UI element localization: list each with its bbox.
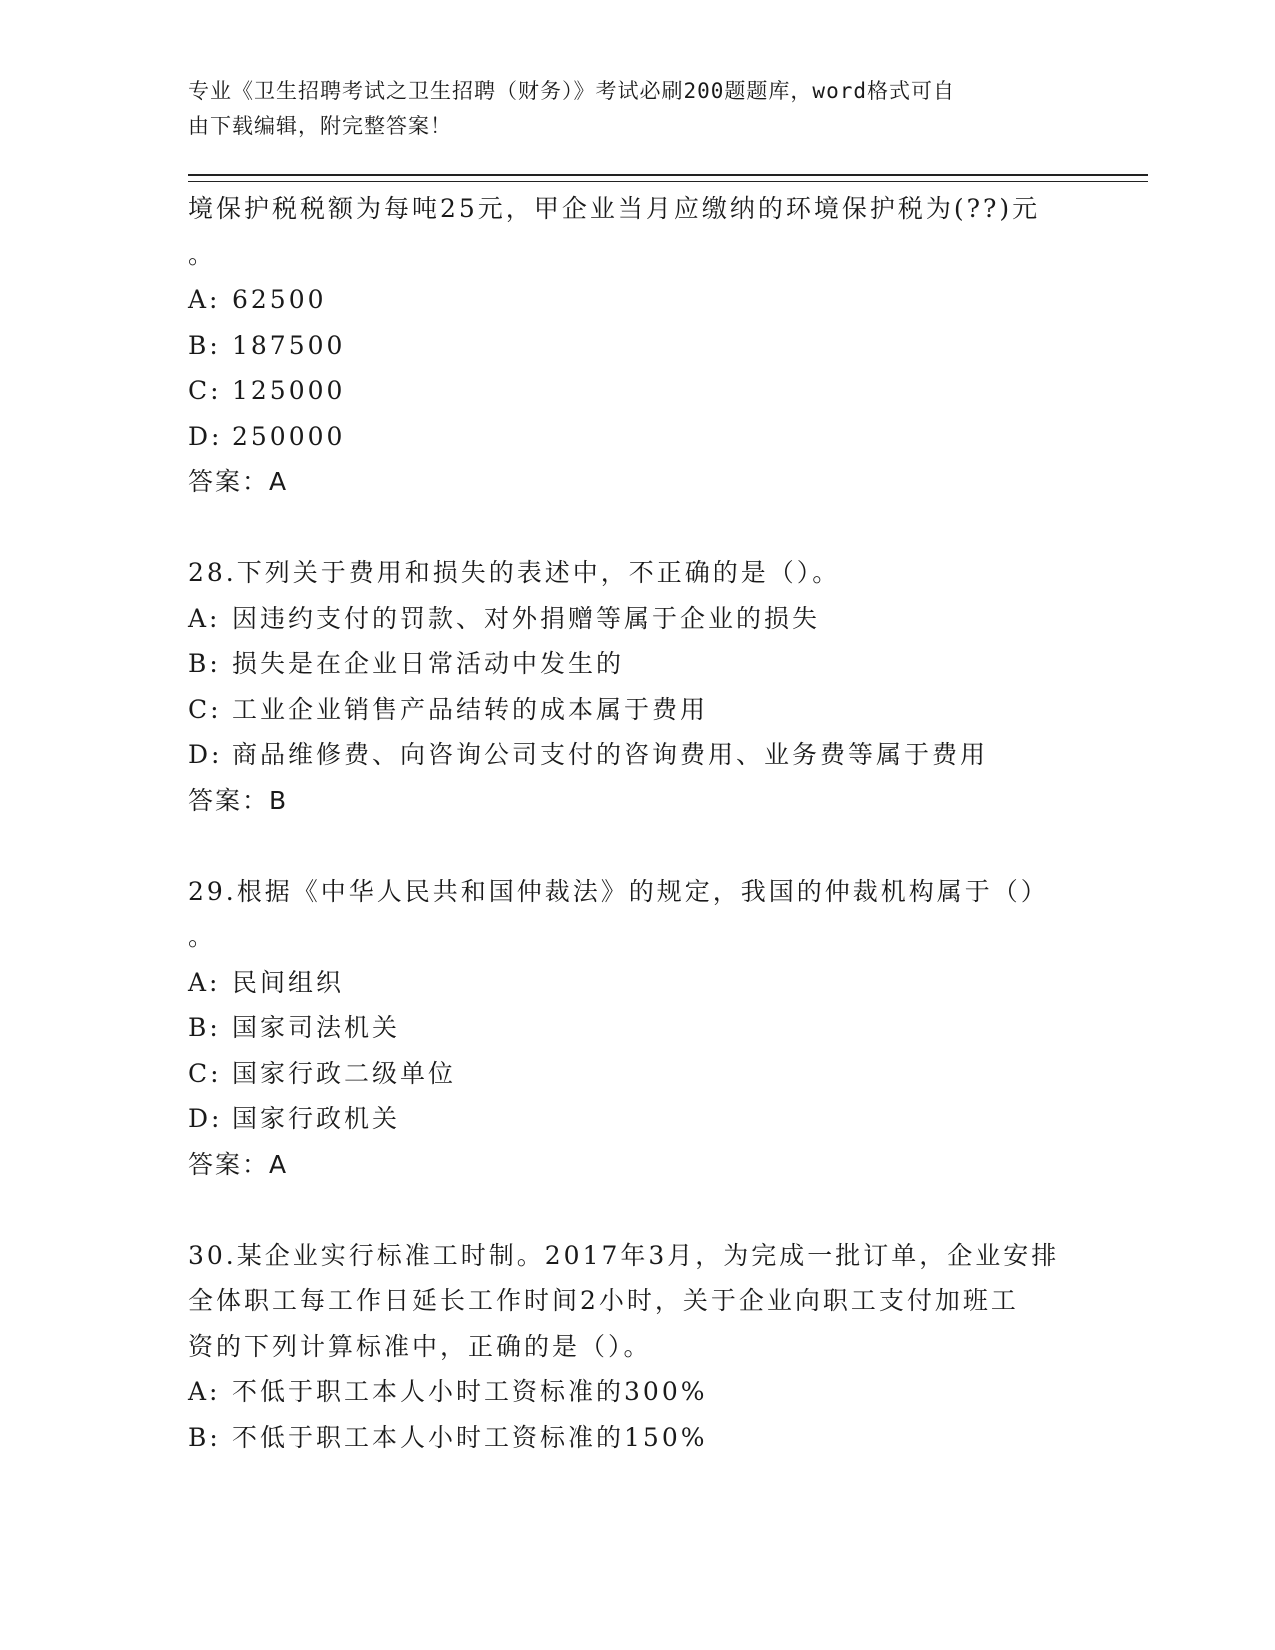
option-b (188, 641, 1088, 687)
spacer (188, 823, 1088, 869)
question-29 (188, 869, 1088, 1188)
header-line-1: 专业《卫生招聘考试之卫生招聘（财务）》考试必刷200题题库，word格式可自 (188, 79, 955, 103)
option-text: 民间组织 (232, 967, 345, 997)
option-key: A: (188, 285, 221, 314)
option-c (188, 1051, 1088, 1097)
option-text: 不低于职工本人小时工资标准的300% (232, 1377, 708, 1406)
option-text: 250000 (232, 421, 346, 451)
question-stem: 29.根据《中华人民共和国仲裁法》的规定，我国的仲裁机构属于（） (188, 876, 1049, 906)
question-stem: 境保护税税额为每吨25元，甲企业当月应缴纳的环境保护税为(??)元 (188, 194, 1041, 223)
question-list (188, 186, 1088, 1460)
option-b (188, 1415, 1088, 1461)
option-text: 125000 (232, 376, 346, 405)
question-stem-cont: 。 (188, 922, 217, 951)
header-rule-thin (188, 181, 1148, 182)
option-key: A: (188, 967, 221, 997)
header-rule-thick (188, 174, 1148, 176)
option-b (188, 1005, 1088, 1051)
option-c (188, 687, 1088, 733)
option-text: 不低于职工本人小时工资标准的150% (232, 1422, 708, 1452)
option-d (188, 414, 1088, 460)
option-key: B: (188, 649, 221, 678)
option-key: C: (188, 694, 222, 724)
question-stem-cont: 全体职工每工作日延长工作时间2小时，关于企业向职工支付加班工 (188, 1286, 1019, 1315)
option-a (188, 596, 1088, 642)
option-c (188, 368, 1088, 414)
option-key: B: (188, 330, 221, 360)
question-28 (188, 550, 1088, 823)
option-a (188, 960, 1088, 1006)
option-text: 工业企业销售产品结转的成本属于费用 (232, 694, 709, 724)
option-text: 商品维修费、向咨询公司支付的咨询费用、业务费等属于费用 (232, 740, 989, 769)
answer-line: 答案：A (188, 467, 289, 496)
option-key: A: (188, 1377, 221, 1406)
option-key: D: (188, 740, 223, 769)
header-line-2: 由下载编辑，附完整答案！ (188, 114, 452, 138)
option-text: 国家行政二级单位 (232, 1058, 457, 1088)
option-key: C: (188, 376, 222, 405)
option-d (188, 732, 1088, 778)
option-b (188, 323, 1088, 369)
question-30 (188, 1233, 1088, 1461)
answer-line: 答案：A (188, 1149, 289, 1179)
option-text: 国家司法机关 (232, 1013, 401, 1042)
option-key: D: (188, 421, 223, 451)
question-stem-cont: 。 (188, 239, 217, 269)
option-text: 62500 (232, 285, 327, 314)
option-key: C: (188, 1058, 222, 1088)
spacer (188, 505, 1088, 551)
option-key: D: (188, 1104, 223, 1133)
option-d (188, 1096, 1088, 1142)
option-key: B: (188, 1013, 221, 1042)
question-stem-cont: 资的下列计算标准中，正确的是（）。 (188, 1331, 652, 1361)
option-a (188, 277, 1088, 323)
option-text: 187500 (232, 330, 346, 360)
option-a (188, 1369, 1088, 1415)
option-key: A: (188, 603, 221, 633)
option-text: 国家行政机关 (232, 1104, 401, 1133)
question-stem: 30.某企业实行标准工时制。2017年3月，为完成一批订单，企业安排 (188, 1240, 1060, 1270)
spacer (188, 1187, 1088, 1233)
document-header (188, 74, 1068, 144)
option-text: 因违约支付的罚款、对外捐赠等属于企业的损失 (232, 603, 821, 633)
question-stem: 28.下列关于费用和损失的表述中，不正确的是（）。 (188, 558, 841, 587)
option-text: 损失是在企业日常活动中发生的 (232, 649, 625, 678)
answer-line: 答案：B (188, 785, 289, 815)
option-key: B: (188, 1422, 221, 1452)
question-27 (188, 186, 1088, 505)
